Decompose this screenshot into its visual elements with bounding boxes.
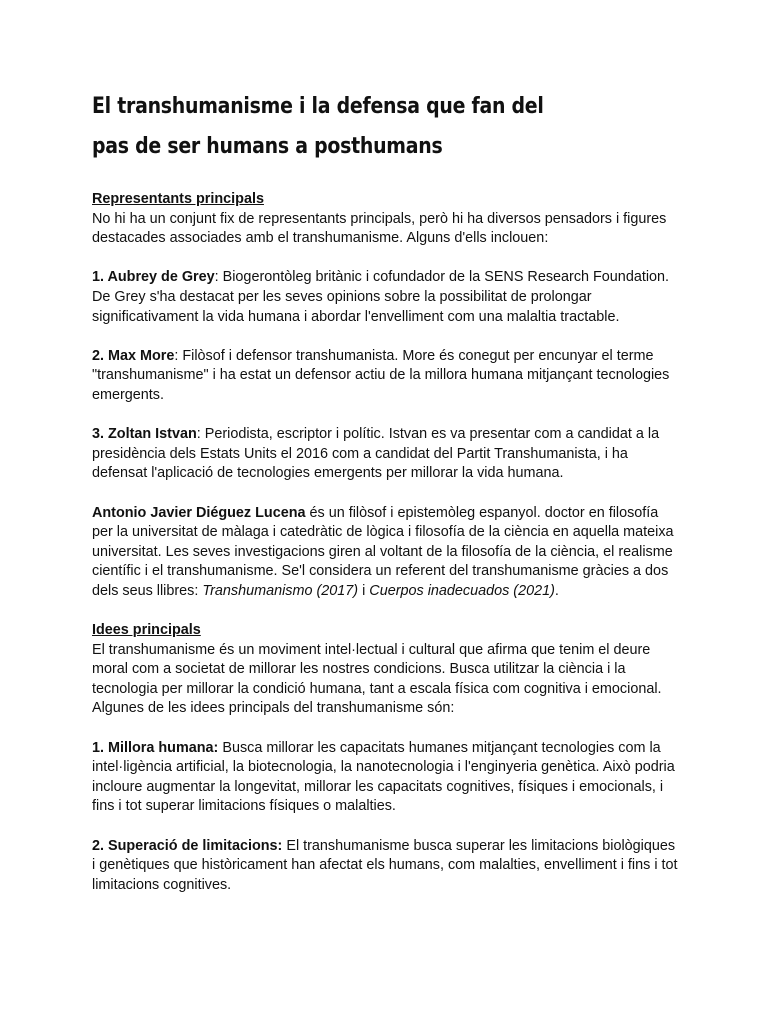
- book-title: Transhumanismo (2017): [202, 582, 359, 599]
- section-representants: [92, 190, 682, 249]
- item-name: Antonio Javier Diéguez Lucena: [92, 504, 306, 521]
- document-title: El transhumanisme i la defensa que fan del pas de ser humans a posthumans: [92, 94, 544, 159]
- list-item-zoltan-istvan: [92, 425, 682, 484]
- paragraph-intro-representants: No hi ha un conjunt fix de representants principals, però hi ha diversos pensadors i figures destacades associades amb el transhumanisme. Alguns d'ells inclouen:: [92, 210, 667, 247]
- item-text: : Filòsof i defensor transhumanista. More és conegut per encunyar el terme "transhumanisme" i ha estat un defensor actiu de la millora humana mitjançant tecnologies emergents.: [92, 347, 670, 403]
- item-text: : Biogerontòleg britànic i cofundador de la SENS Research Foundation. De Grey s'ha destacat per les seves opinions sobre la possibilitat de prolongar significativament la vida humana i abordar l'envelliment com una malaltia tractable.: [92, 269, 670, 325]
- book-title: Cuerpos inadecuados (2021): [369, 582, 555, 599]
- item-name: 2. Superació de limitacions:: [92, 837, 283, 854]
- item-text: El transhumanisme busca superar les limitacions biològiques i genètiques que històricament han afectat els humans, com malalties, envelliment i fins i tot limitacions cognitives.: [92, 837, 678, 893]
- list-item-aubrey-de-grey: [92, 268, 682, 327]
- paragraph-intro-idees: El transhumanisme és un moviment intel·lectual i cultural que afirma que tenim el deure moral com a societat de millorar les nostres condicions. Busca utilitzar la ciència i la tecnologia per millorar la condició humana, tant a escala física com cognitiva i emocional. Algunes de les idees principals del transhumanisme són:: [92, 641, 662, 717]
- item-name: 2. Max More: [92, 347, 175, 364]
- section-heading-idees: Idees principals: [92, 622, 201, 639]
- item-name: 1. Aubrey de Grey: [92, 269, 215, 286]
- item-text: .: [554, 582, 559, 599]
- item-text: és un filòsof i epistemòleg espanyol. doctor en filosofía per la universitat de màlaga i catedràtic de lògica i filosofía de la ciència en aquella mateixa universitat. Les seves investigacions giren al voltant de la filosofía de la ciència, el realisme científic i el transhumanisme. Se'l considera un referent del transhumanisme gràcies a dos dels seus llibres:: [92, 504, 674, 599]
- item-text: : Periodista, escriptor i polític. Istvan es va presentar com a candidat a la presidència dels Estats Units el 2016 com a candidat del Partit Transhumanista, i ha defensat l'aplicació de tecnologies emergents per millorar la vida humana.: [92, 426, 660, 482]
- item-text: Busca millorar les capacitats humanes mitjançant tecnologies com la intel·ligència artificial, la biotecnologia, la nanotecnologia i l'enginyeria genètica. Això podria incloure augmentar la longevitat, millorar les capacitats cognitives, físiques i emocionals, i fins i tot superar limitacions físiques o malalties.: [92, 739, 675, 815]
- document-body: [92, 190, 682, 915]
- section-idees: [92, 621, 682, 719]
- section-heading-representants: Representants principals: [92, 191, 264, 207]
- paragraph-dieguez: [92, 504, 682, 602]
- item-name: 1. Millora humana:: [92, 739, 219, 756]
- list-item-superacio: [92, 837, 682, 896]
- item-name: 3. Zoltan Istvan: [92, 426, 197, 443]
- list-item-millora-humana: [92, 739, 682, 817]
- list-item-max-more: [92, 347, 682, 406]
- item-text: i: [358, 582, 370, 599]
